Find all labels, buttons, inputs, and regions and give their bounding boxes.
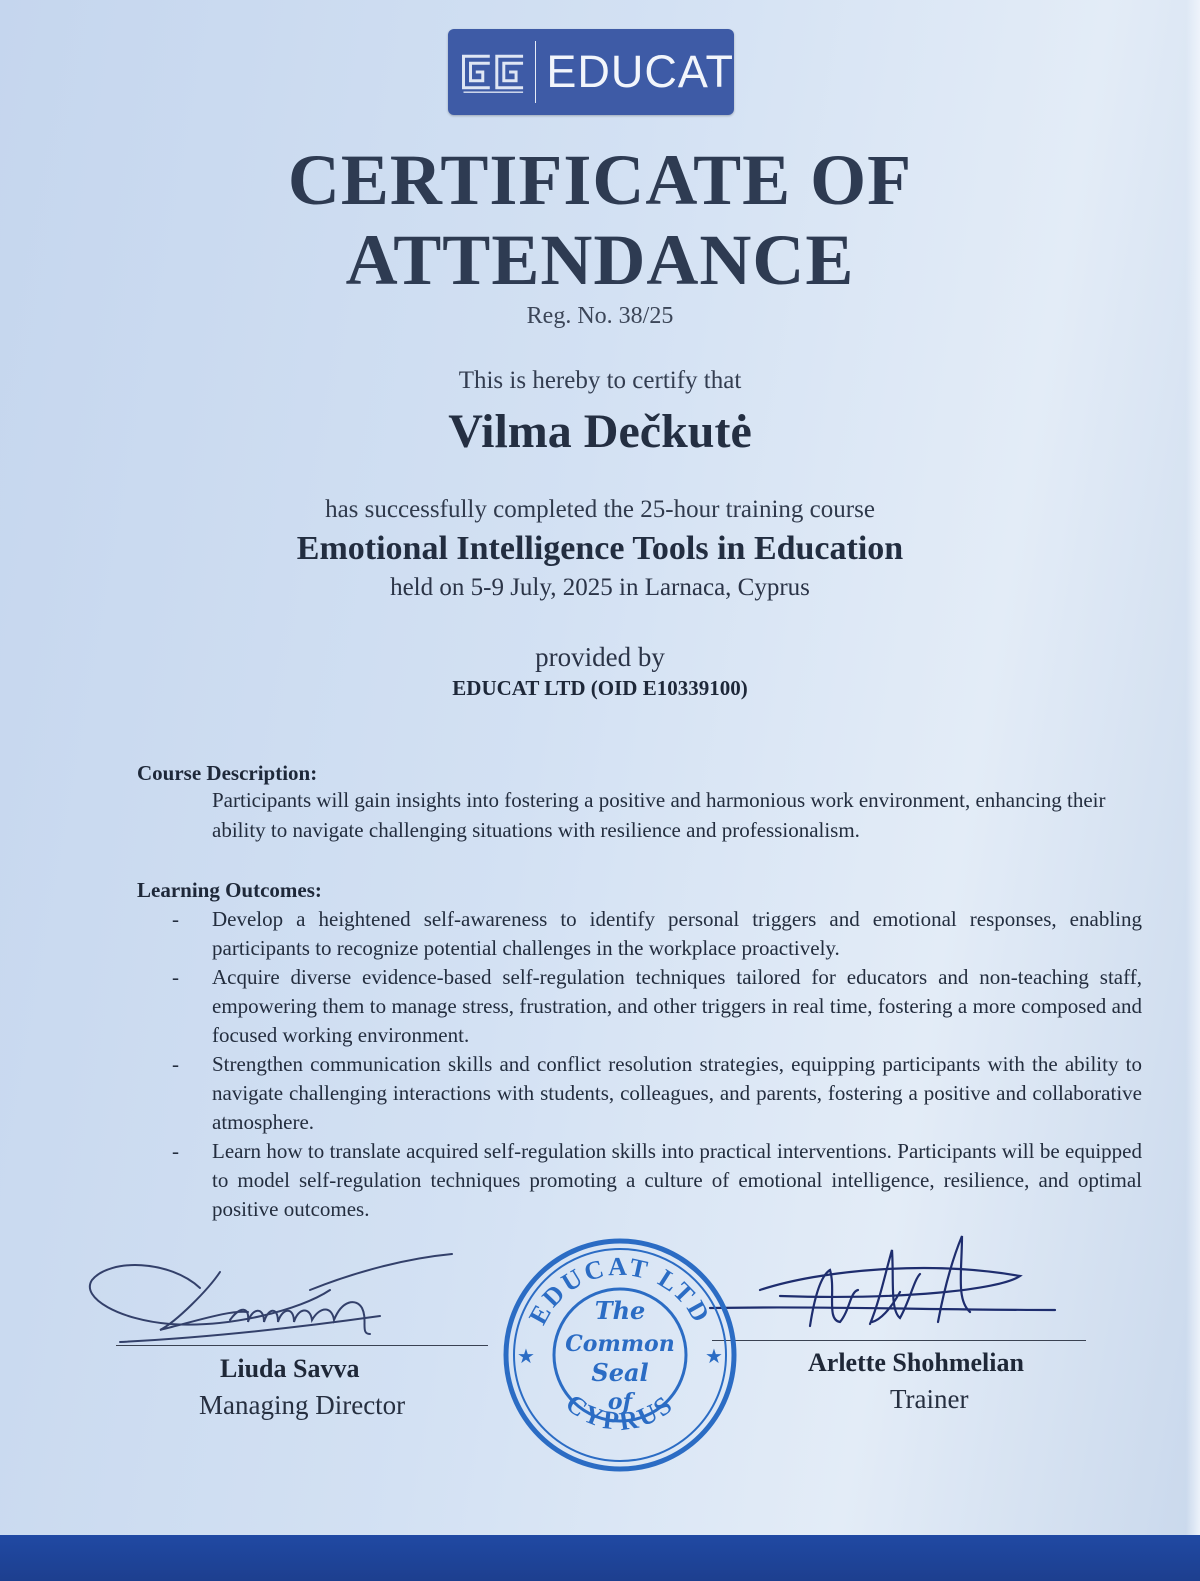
seal-center-line-3: Seal [591,1358,649,1387]
seal-center-line-4: of [607,1389,633,1415]
provided-by-text: provided by [535,642,665,672]
seal-center-line-2: Common [565,1331,675,1357]
signatory-name-right: Arlette Shohmelian [808,1348,1024,1377]
signature-arlette-shohmelian [700,1230,1070,1340]
signature-line-right [712,1340,1086,1341]
course-title: Emotional Intelligence Tools in Education [296,530,904,567]
certificate-title [0,140,1200,300]
signature-liuda-savva [80,1250,460,1360]
outcome-text: Learn how to translate acquired self-regulation skills into practical interventions. Participants will be equipped to model self-regulation techniques promoting a culture of emotional intelligence, resilience, and optimal positive outcomes. [212,1139,1142,1221]
common-seal-stamp [500,1233,740,1473]
title-line-2: ATTENDANCE [345,220,855,300]
outcome-text: Acquire diverse evidence-based self-regulation techniques tailored for educators and non-teaching staff, empowering them to manage stress, frustration, and other triggers in real time, fostering a more composed and focused working environment. [212,965,1142,1047]
signatory-role-right: Trainer [890,1384,969,1414]
course-description-heading: Course Description: [137,761,318,785]
title-line-1: CERTIFICATE OF [287,140,913,220]
list-item [170,905,1142,963]
seal-star-left: ★ [517,1346,535,1368]
signatory-name-left: Liuda Savva [220,1354,360,1383]
bullet-dash: - [172,907,179,931]
bullet-dash: - [172,1052,179,1076]
bottom-color-band [0,1535,1200,1581]
educat-logo [448,29,734,115]
signatory-role-left: Managing Director [199,1390,406,1420]
provider-name: EDUCAT LTD (OID E10339100) [452,676,748,700]
outcome-text: Strengthen communication skills and conflict resolution strategies, equipping participants with the ability to navigate challenging interactions with students, colleagues, and parents, fostering a positive and collaborative atmosphere. [212,1052,1142,1134]
held-text: held on 5-9 July, 2025 in Larnaca, Cyprus [390,574,810,601]
bullet-dash: - [172,1139,179,1163]
educat-meander-icon [460,44,527,100]
bullet-dash: - [172,965,179,989]
learning-outcomes-list [170,905,1142,1224]
recipient-name: Vilma Dečkutė [448,405,752,458]
learning-outcomes-heading: Learning Outcomes: [137,878,322,902]
completed-text: has successfully completed the 25-hour training course [325,496,875,523]
logo-text: EDUCAT [546,46,734,97]
list-item [170,1137,1142,1224]
seal-bottom-text: CYPRUS [560,1388,680,1437]
registration-number: Reg. No. 38/25 [526,303,674,329]
seal-top-text: EDUCAT LTD [523,1251,717,1330]
paper-edge [1186,0,1200,1581]
signature-line-left [116,1345,488,1346]
seal-center-line-1: The [594,1296,646,1325]
list-item [170,1050,1142,1137]
logo-divider [535,41,537,103]
course-description-text: Participants will gain insights into fostering a positive and harmonious work environment, enhancing their ability to navigate challenging situations with resilience and professionalism. [212,788,1106,842]
list-item [170,963,1142,1050]
certify-text: This is hereby to certify that [458,367,742,394]
outcome-text: Develop a heightened self-awareness to identify personal triggers and emotional responses, enabling participants to recognize potential challenges in the workplace proactively. [212,907,1142,960]
seal-star-right: ★ [705,1346,723,1368]
